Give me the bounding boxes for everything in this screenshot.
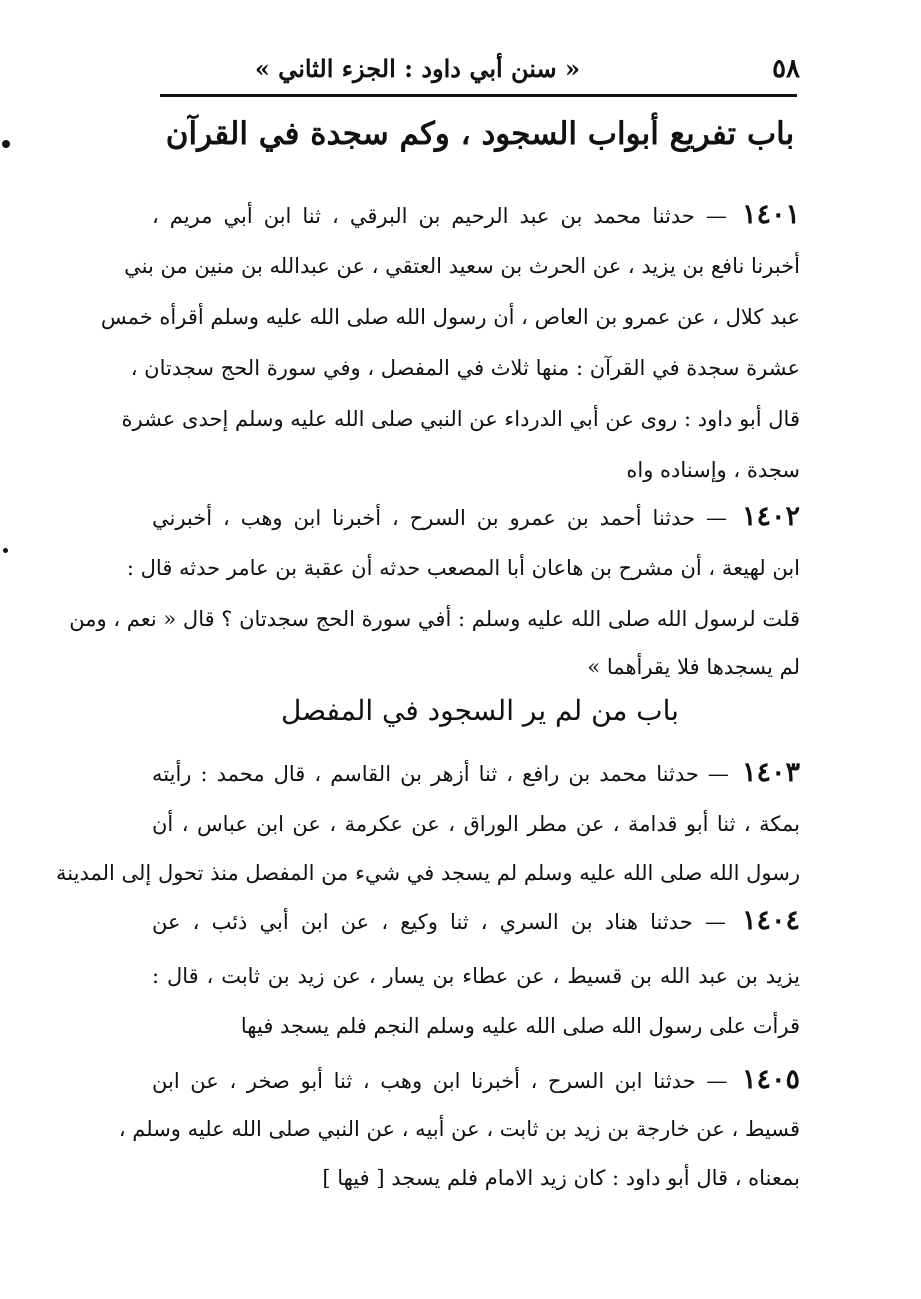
- hadith-1403-line: بمكة ، ثنا أبو قدامة ، عن مطر الوراق ، عن عكرمة ، عن ابن عباس ، أن: [152, 812, 800, 836]
- hadith-text: — حدثنا محمد بن رافع ، ثنا أزهر بن القاسم ، قال محمد : رأيته: [152, 762, 729, 786]
- hadith-1404-line: [152, 906, 800, 937]
- hadith-1405-line: بمعناه ، قال أبو داود : كان زيد الامام فلم يسجد [ فيها ]: [322, 1166, 800, 1190]
- running-head-title: « سنن أبي داود : الجزء الثاني »: [254, 54, 580, 83]
- hadith-1402-line: [152, 502, 800, 533]
- hadith-number: ١٤٠٤: [741, 905, 800, 936]
- hadith-number: ١٤٠١: [741, 199, 800, 230]
- hadith-number: ١٤٠٥: [741, 1064, 800, 1095]
- hadith-1403-line: رسول الله صلى الله عليه وسلم لم يسجد في شيء من المفصل منذ تحول إلى المدينة: [56, 861, 800, 885]
- hadith-text: — حدثنا محمد بن عبد الرحيم بن البرقي ، ثنا ابن أبي مريم ،: [152, 204, 727, 228]
- margin-mark: [2, 140, 10, 148]
- hadith-text: — حدثنا ابن السرح ، أخبرنا ابن وهب ، ثنا أبو صخر ، عن ابن: [152, 1069, 728, 1093]
- hadith-1401-line: عشرة سجدة في القرآن : منها ثلاث في المفصل ، وفي سورة الحج سجدتان ،: [130, 356, 800, 380]
- hadith-1401-line: سجدة ، وإسناده واه: [626, 458, 800, 482]
- hadith-1401-line: أخبرنا نافع بن يزيد ، عن الحرث بن سعيد العتقي ، عن عبدالله بن منين من بني: [124, 254, 800, 278]
- hadith-1402-line: ابن لهيعة ، أن مشرح بن هاعان أبا المصعب حدثه أن عقبة بن عامر حدثه قال :: [126, 556, 800, 580]
- margin-mark: [3, 548, 8, 553]
- hadith-1405-line: [152, 1065, 800, 1096]
- hadith-1401-line: عبد كلال ، عن عمرو بن العاص ، أن رسول الله صلى الله عليه وسلم أقرأه خمس: [100, 305, 800, 329]
- hadith-1402-line: قلت لرسول الله صلى الله عليه وسلم : أفي سورة الحج سجدتان ؟ قال « نعم ، ومن: [69, 607, 800, 631]
- chapter-title: باب تفريع أبواب السجود ، وكم سجدة في القرآن: [165, 116, 795, 152]
- hadith-1405-line: قسيط ، عن خارجة بن زيد بن ثابت ، عن أبيه ، عن النبي صلى الله عليه وسلم ،: [118, 1117, 800, 1141]
- page-number: ٥٨: [772, 54, 800, 84]
- chapter-title: باب من لم ير السجود في المفصل: [281, 694, 679, 727]
- hadith-number: ١٤٠٣: [741, 757, 800, 788]
- hadith-1404-line: قرأت على رسول الله صلى الله عليه وسلم النجم فلم يسجد فيها: [240, 1014, 800, 1038]
- hadith-1401-line: قال أبو داود : روى عن أبي الدرداء عن النبي صلى الله عليه وسلم إحدى عشرة: [121, 407, 800, 431]
- hadith-text: — حدثنا هناد بن السري ، ثنا وكيع ، عن ابن أبي ذئب ، عن: [152, 910, 726, 934]
- hadith-1402-line: لم يسجدها فلا يقرأهما »: [587, 655, 800, 679]
- hadith-text: — حدثنا أحمد بن عمرو بن السرح ، أخبرنا ابن وهب ، أخبرني: [152, 506, 728, 530]
- hadith-1403-line: [152, 758, 800, 789]
- hadith-1401-line: [152, 200, 800, 231]
- hadith-1404-line: يزيد بن عبد الله بن قسيط ، عن عطاء بن يسار ، عن زيد بن ثابت ، قال :: [152, 964, 800, 988]
- running-head: [160, 48, 800, 94]
- hadith-number: ١٤٠٢: [741, 501, 800, 532]
- header-rule: [160, 94, 797, 97]
